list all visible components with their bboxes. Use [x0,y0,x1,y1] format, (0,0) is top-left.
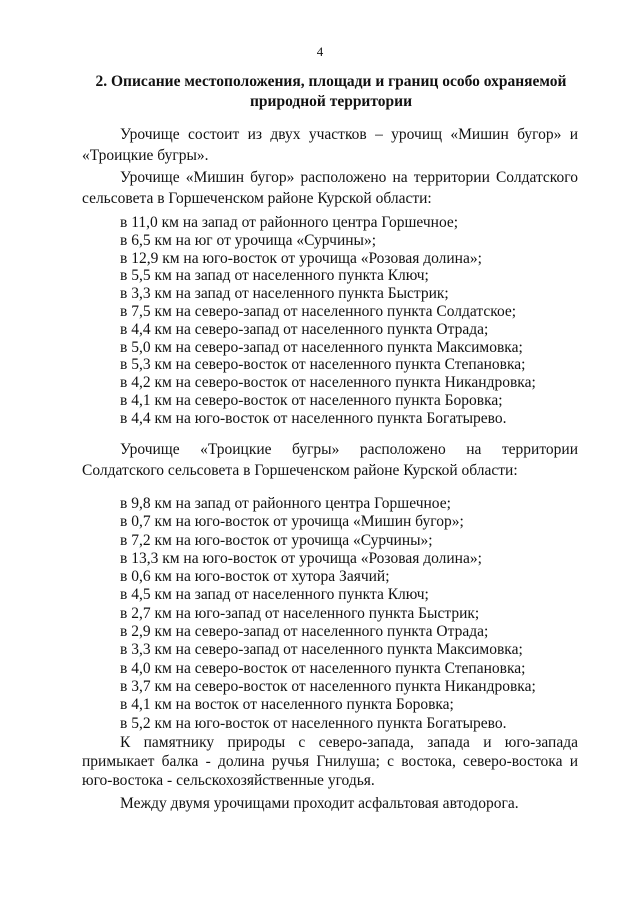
part1-block [82,167,578,428]
list-item: в 4,5 км на запад от населенного пункта Ключ; [120,586,429,604]
list-item: в 3,7 км на северо-восток от населенного пункта Никандровка; [120,677,536,695]
road-paragraph: Между двумя урочищами проходит асфальтовая автодорога. [120,794,519,812]
list-item: в 5,5 км на запад от населенного пункта Ключ; [120,267,429,285]
intro-paragraph: Урочище состоит из двух участков – урочищ «Мишин бугор» и «Троицкие бугры». [82,126,578,164]
list-item: в 4,4 км на северо-запад от населенного пункта Отрада; [120,320,489,338]
list-item: в 4,1 км на восток от населенного пункта Боровка; [120,696,454,714]
part1-intro-paragraph: Урочище «Мишин бугор» расположено на территории Солдатского сельсовета в Горшеченском районе Курской области: [82,169,578,207]
list-item: в 2,9 км на северо-запад от населенного пункта Отрада; [120,623,489,641]
list-item: в 0,7 км на юго-восток от урочища «Мишин бугор»; [120,513,464,531]
list-item: в 4,1 км на северо-восток от населенного пункта Боровка; [120,391,503,409]
list-item: в 5,2 км на юго-восток от населенного пункта Богатырево. [120,714,507,732]
intro-block [82,124,578,166]
list-item: в 6,5 км на юг от урочища «Сурчины»; [120,231,377,249]
section-heading-line-2: природной территории [249,93,413,110]
adjacency-paragraph: К памятнику природы с северо-запада, запада и юго-запада примыкает балка - долина ручья Гнилуша; с востока, северо-востока и юго-востока - сельскохозяйственные угодья. [82,733,578,789]
list-item: в 9,8 км на запад от районного центра Горшечное; [120,495,451,512]
part2-location-list [82,495,578,733]
list-item: в 3,3 км на северо-запад от населенного пункта Максимовка; [120,641,523,659]
list-item: в 4,0 км на северо-восток от населенного пункта Степановка; [120,659,526,677]
list-item: в 4,2 км на северо-восток от населенного пункта Никандровка; [120,374,536,392]
list-item: в 7,2 км на юго-восток от урочища «Сурчины»; [120,531,433,549]
list-item: в 5,3 км на северо-восток от населенного пункта Степановка; [120,356,526,374]
part2-intro-paragraph: Урочище «Троицкие бугры» расположено на территории Солдатского сельсовета в Горшеченском районе Курской области: [82,441,578,479]
list-item: в 3,3 км на запад от населенного пункта Быстрик; [120,285,449,303]
part2-block [82,439,578,814]
page-number: 4 [316,44,324,59]
section-heading [80,72,582,112]
list-item: в 12,9 км на юго-восток от урочища «Розовая долина»; [120,249,482,267]
section-heading-line-1: 2. Описание местоположения, площади и границ особо охраняемой [95,73,567,90]
list-item: в 4,4 км на юго-восток от населенного пункта Богатырево. [120,409,507,427]
list-item: в 13,3 км на юго-восток от урочища «Розовая долина»; [120,549,482,567]
list-item: в 7,5 км на северо-запад от населенного пункта Солдатское; [120,302,517,320]
list-item: в 0,6 км на юго-восток от хутора Заячий; [120,568,390,586]
list-item: в 11,0 км на запад от районного центра Горшечное; [120,214,459,231]
list-item: в 2,7 км на юго-запад от населенного пункта Быстрик; [120,604,480,622]
list-item: в 5,0 км на северо-запад от населенного пункта Максимовка; [120,338,523,356]
part1-location-list [82,214,578,428]
